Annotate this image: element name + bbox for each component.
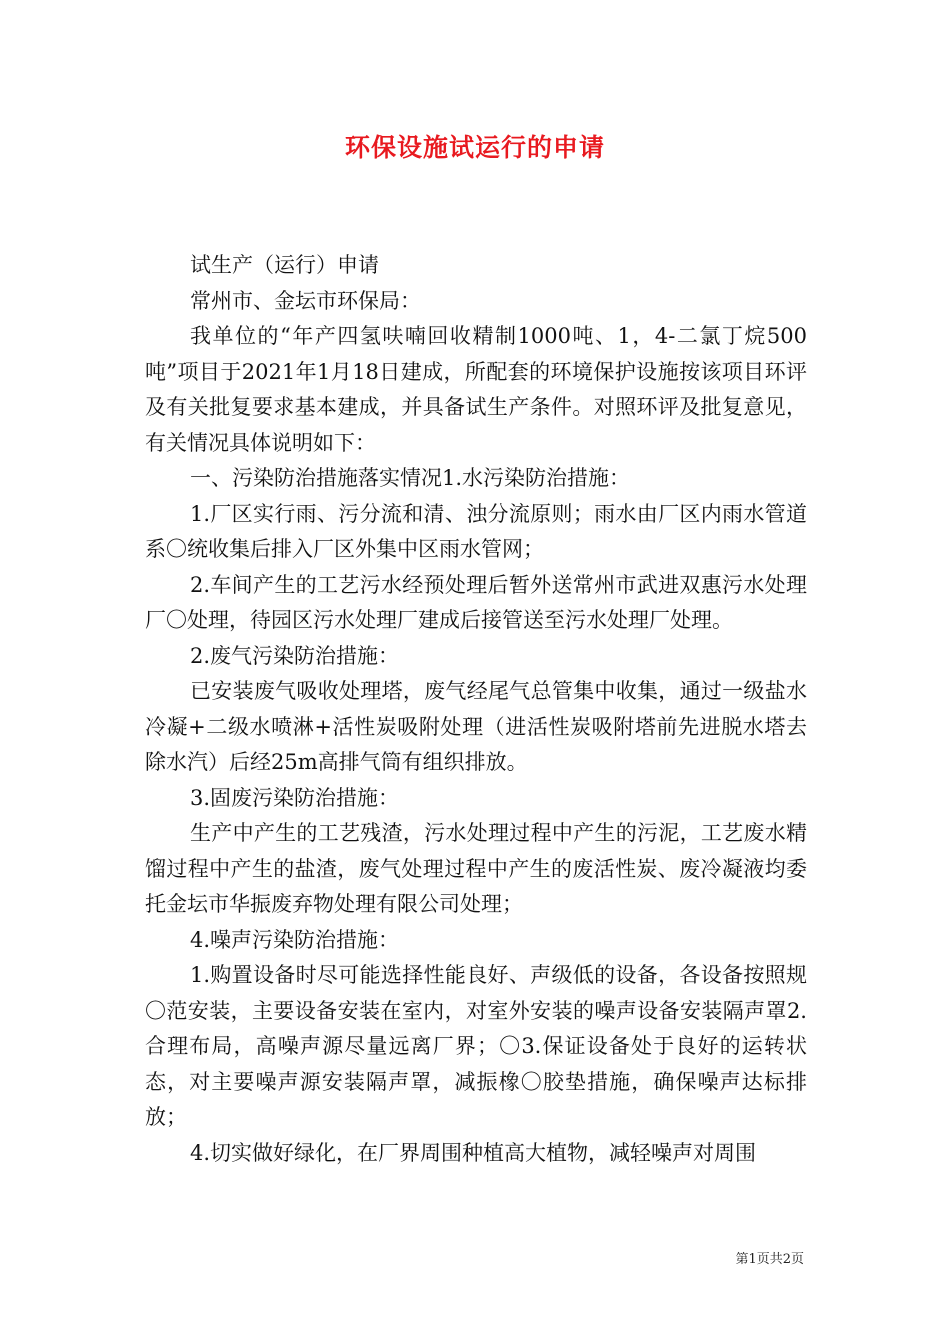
paragraph-noise-detail: 1.购置设备时尽可能选择性能良好、声级低的设备，各设备按照规〇范安装，主要设备安装在室内，对室外安装的噪声设备安装隔声罩2.合理布局，高噪声源尽量远离厂界；〇3.保证设备处于良好的运转状态，对主要噪声源安装隔声罩，减振橡〇胶垫措施，确保噪声达标排放； [145,963,807,1129]
paragraph-heading: 试生产（运行）申请 [190,253,379,277]
paragraph-solid-heading: 3.固废污染防治措施： [190,785,400,810]
paragraph-intro: 我单位的“年产四氢呋喃回收精制1000吨、1，4-二氯丁烷500吨”项目于2021年1月18日建成，所配套的环境保护设施按该项目环评及有关批复要求基本建成，并具备试生产条件。对照环评及批复意见，有关情况具体说明如下： [145,324,807,455]
document-body [145,248,807,1171]
paragraph-greening: 4.切实做好绿化，在厂界周围种植高大植物，减轻噪声对周围 [190,1140,757,1165]
paragraph-addressee: 常州市、金坛市环保局： [190,288,421,313]
paragraph-water-item-2: 2.车间产生的工艺污水经预处理后暂外送常州市武进双惠污水处理厂〇处理，待园区污水处理厂建成后接管送至污水处理厂处理。 [145,572,807,632]
paragraph-solid-detail: 生产中产生的工艺残渣，污水处理过程中产生的污泥，工艺废水精馏过程中产生的盐渣，废气处理过程中产生的废活性炭、废冷凝液均委托金坛市华振废弃物处理有限公司处理； [145,821,807,916]
paragraph-gas-detail: 已安装废气吸收处理塔，废气经尾气总管集中收集，通过一级盐水冷凝+二级水喷淋+活性炭吸附处理（进活性炭吸附塔前先进脱水塔去除水汽）后经25m高排气筒有组织排放。 [145,679,807,774]
page-number-label: 第1页共2页 [735,1252,804,1267]
paragraph-gas-heading: 2.废气污染防治措施： [190,643,400,668]
paragraph-noise-heading: 4.噪声污染防治措施： [190,927,400,952]
page-number [735,1248,804,1267]
paragraph-water-item-1: 1.厂区实行雨、污分流和清、浊分流原则；雨水由厂区内雨水管道系〇统收集后排入厂区外集中区雨水管网； [145,501,807,561]
paragraph-section-one: 一、污染防治措施落实情况1.水污染防治措施： [190,466,631,490]
document-title: 环保设施试运行的申请 [344,133,605,162]
